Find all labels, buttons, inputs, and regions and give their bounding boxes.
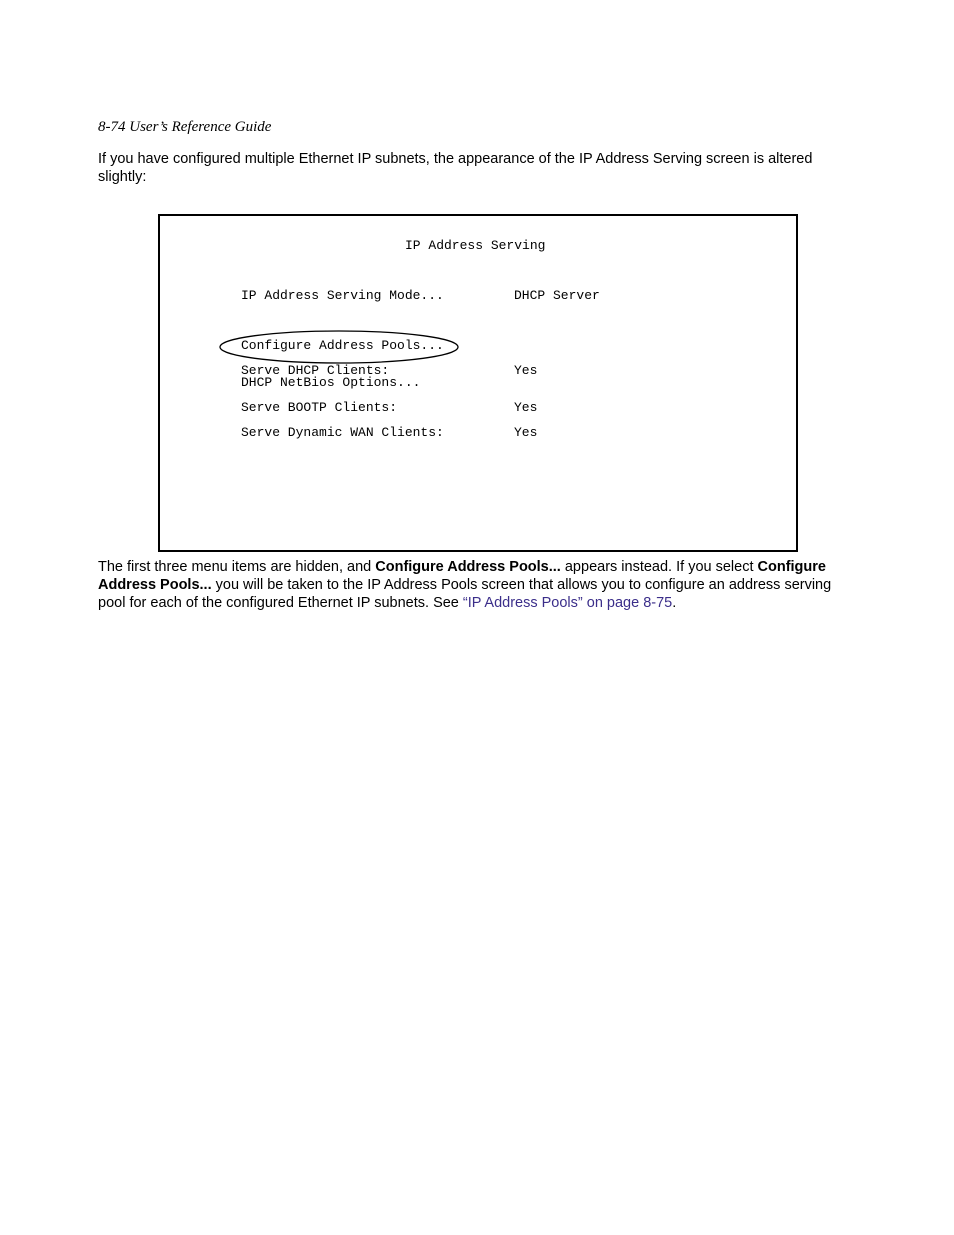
serve-bootp-label: Serve BOOTP Clients: bbox=[241, 400, 398, 415]
intro-paragraph: If you have configured multiple Ethernet IP subnets, the appearance of the IP Address Serving screen is altered slightly: bbox=[98, 151, 813, 185]
ip-address-pools-link[interactable]: “IP Address Pools” on page 8-75 bbox=[462, 595, 673, 611]
serve-dhcp-value: Yes bbox=[514, 363, 538, 378]
body-bold-1: Configure Address Pools... bbox=[375, 559, 561, 575]
serve-dhcp-label: Serve DHCP Clients: bbox=[241, 363, 390, 378]
serve-wan-label: Serve Dynamic WAN Clients: bbox=[241, 425, 444, 440]
body-text-2: appears instead. If you select bbox=[560, 559, 758, 575]
screen-title: IP Address Serving bbox=[405, 238, 546, 253]
body-text-1: The first three menu items are hidden, and bbox=[98, 559, 376, 575]
mode-label: IP Address Serving Mode... bbox=[241, 288, 444, 303]
body-text-3: you will be taken to the IP Address Pools screen that allows you to configure an address serving pool for each of the configured Ethernet IP subnets. See bbox=[98, 577, 832, 611]
body-bold-2: Configure Address Pools... bbox=[98, 559, 826, 593]
dhcp-netbios-item: DHCP NetBios Options... bbox=[241, 375, 421, 390]
mode-value: DHCP Server bbox=[514, 288, 600, 303]
description-paragraph bbox=[98, 558, 858, 612]
page-header: 8-74 User’s Reference Guide bbox=[98, 119, 272, 135]
serve-bootp-value: Yes bbox=[514, 400, 538, 415]
serve-wan-value: Yes bbox=[514, 425, 538, 440]
configure-address-pools-item: Configure Address Pools... bbox=[241, 338, 444, 353]
body-text-4: . bbox=[672, 595, 677, 611]
